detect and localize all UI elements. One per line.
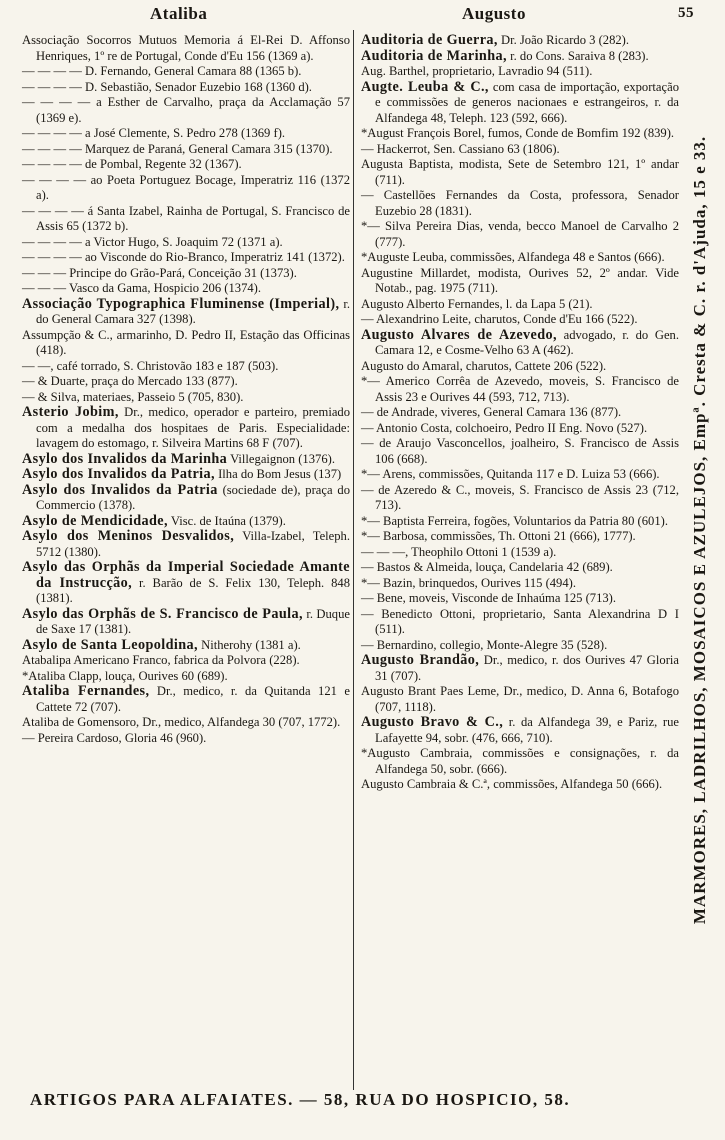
directory-entry xyxy=(22,64,350,80)
directory-entry xyxy=(22,483,350,514)
entry-text: Aug. Barthel, proprietario, Lavradio 94 (511). xyxy=(361,64,593,78)
directory-entry xyxy=(361,374,679,405)
entry-text: *Ataliba Clapp, louça, Ourives 60 (689). xyxy=(22,668,228,683)
entry-text: r. da Alfandega 39, e Pariz, rue Lafayette 94, sobr. (476, 666, 710). xyxy=(375,715,679,745)
entry-text: r. Barão de S. Felix 130, Teleph. 848 (1381). xyxy=(36,575,350,605)
entry-name: Asylo dos Invalidos da Patria xyxy=(22,481,218,498)
directory-entry xyxy=(361,545,679,561)
entry-text: Augusto do Amaral, charutos, Cattete 206 (522). xyxy=(361,358,607,373)
directory-entry xyxy=(22,514,350,530)
page-header xyxy=(0,2,725,28)
entry-text: Augustine Millardet, modista, Ourives 52, 2º andar. Vide Notab., pag. 1975 (711). xyxy=(361,265,679,295)
entry-text: — Bastos & Almeida, louça, Candelaria 42 (689). xyxy=(361,560,613,574)
entry-name: Asylo dos Invalidos da Patria, xyxy=(22,466,215,482)
directory-entry xyxy=(361,297,679,313)
entry-text: Assumpção & C., armarinho, D. Pedro II, Estação das Officinas (418). xyxy=(22,327,350,357)
entry-text: — Benedicto Ottoni, proprietario, Santa Alexandrina D I (511). xyxy=(361,606,679,636)
directory-entry xyxy=(361,777,679,793)
directory-entry xyxy=(361,33,679,49)
entry-text: *— Silva Pereira Dias, venda, becco Manoel de Carvalho 2 (777). xyxy=(361,219,679,249)
entry-name: Auditoria de Guerra, xyxy=(361,32,498,48)
entry-text: — & Silva, materiaes, Passeio 5 (705, 830). xyxy=(22,389,244,404)
entry-text: Augusta Baptista, modista, Sete de Setembro 121, 1º andar (711). xyxy=(361,157,679,187)
directory-entry xyxy=(22,266,350,282)
entry-text: — Bernardino, collegio, Monte-Alegre 35 (528). xyxy=(361,637,608,652)
entry-text: com casa de importação, exportação e commissões de generos nacionaes e estrangeiros, r. da Alfandega 48, Teleph. 123 (592, 666). xyxy=(375,79,679,125)
directory-entry xyxy=(22,235,350,251)
directory-entry xyxy=(22,669,350,685)
directory-entry xyxy=(361,715,679,746)
directory-entry xyxy=(361,514,679,530)
directory-entry xyxy=(361,483,679,514)
entry-text: — Hackerrot, Sen. Cassiano 63 (1806). xyxy=(361,141,560,156)
entry-text: — Antonio Costa, colchoeiro, Pedro II Eng. Novo (527). xyxy=(361,420,648,435)
entry-name: Ataliba Fernandes, xyxy=(22,683,150,699)
directory-entry xyxy=(361,436,679,467)
entry-text: — Castellões Fernandes da Costa, professora, Senador Euzebio 28 (1831). xyxy=(361,188,679,218)
entry-text: r. Duque de Saxe 17 (1381). xyxy=(36,606,350,636)
entry-text: — — — — ao Visconde do Rio-Branco, Imperatriz 141 (1372). xyxy=(22,250,345,264)
directory-entry xyxy=(361,405,679,421)
directory-entry xyxy=(361,328,679,359)
directory-entry xyxy=(361,746,679,777)
entry-text: *— Baptista Ferreira, fogões, Voluntarios da Patria 80 (601). xyxy=(361,513,668,528)
entry-name: Asterio Jobim, xyxy=(22,404,119,420)
entry-text: — Pereira Cardoso, Gloria 46 (960). xyxy=(22,730,207,745)
entry-text: — — — Vasco da Gama, Hospicio 206 (1374). xyxy=(22,281,262,295)
entry-text: — — — — á Santa Izabel, Rainha de Portugal, S. Francisco de Assis 65 (1372 b). xyxy=(22,203,350,233)
directory-entry xyxy=(361,80,679,127)
entry-text: — de Andrade, viveres, General Camara 136 (877). xyxy=(361,405,622,419)
directory-entry xyxy=(22,250,350,266)
entry-text: — — — — D. Fernando, General Camara 88 (1365 b). xyxy=(22,64,302,78)
entry-name: Asylo de Santa Leopoldina, xyxy=(22,636,198,653)
entry-text: r. do Cons. Saraiva 8 (283). xyxy=(506,48,649,63)
directory-entry xyxy=(22,297,350,328)
header-right-title: Augusto xyxy=(462,4,526,23)
directory-entry xyxy=(22,33,350,64)
directory-entry xyxy=(361,560,679,576)
entry-text: Villegaignon (1376). xyxy=(227,451,335,466)
directory-entry xyxy=(22,715,350,731)
entry-text: — — — Principe do Grão-Pará, Conceição 31 (1373). xyxy=(22,265,297,280)
entry-text: *August François Borel, fumos, Conde de Bomfim 192 (839). xyxy=(361,126,675,140)
directory-entry xyxy=(22,684,350,715)
entry-text: Augusto Brant Paes Leme, Dr., medico, D. Anna 6, Botafogo (707, 1118). xyxy=(361,684,679,714)
left-column xyxy=(22,33,350,746)
entry-text: Visc. de Itaúna (1379). xyxy=(167,513,286,528)
entry-text: (sociedade de), praça do Commercio (1378). xyxy=(36,482,350,512)
column-divider xyxy=(353,30,354,1090)
entry-text: r. do General Camara 327 (1398). xyxy=(36,296,350,326)
side-advertisement xyxy=(680,50,720,1010)
directory-entry xyxy=(361,266,679,297)
entry-text: Augusto Cambraia & C.ª, commissões, Alfandega 50 (666). xyxy=(361,777,663,791)
entry-text: — — —, Theophilo Ottoni 1 (1539 a). xyxy=(361,544,557,559)
entry-text: *Augusto Cambraia, commissões e consignações, r. da Alfandega 50, sobr. (666). xyxy=(361,746,679,776)
directory-entry xyxy=(361,529,679,545)
entry-text: Dr., medico, operador e parteiro, premiado com a medalha dos hospitaes de Paris. Especialidade: lavagem do estomago, r. Silveira Martins 68 F (707). xyxy=(36,405,350,450)
directory-entry xyxy=(22,142,350,158)
directory-entry xyxy=(22,405,350,452)
entry-text: Associação Socorros Mutuos Memoria á El-Rei D. Affonso Henriques, 1º re de Portugal, Conde d'Eu 156 (1369 a). xyxy=(22,33,350,63)
entry-name: Asylo dos Invalidos da Marinha xyxy=(22,450,228,467)
directory-entry xyxy=(22,653,350,669)
side-ad-text: MARMORES, LADRILHOS, MOSAICOS E AZULEJOS, Empª. Cresta & C. r. d'Ajuda, 15 e 33. xyxy=(690,135,709,925)
entry-text: advogado, r. do Gen. Camara 12, e Cosme-Velho 63 A (462). xyxy=(375,327,679,357)
directory-entry xyxy=(361,653,679,684)
directory-entry xyxy=(361,188,679,219)
entry-text: *— Americo Corrêa de Azevedo, moveis, S. Francisco de Assis 23 e Ourives 44 (593, 712, 713). xyxy=(361,374,679,404)
entry-name: Asylo das Orphãs da Imperial Sociedade Amante da Instrucção, xyxy=(22,559,350,591)
directory-entry xyxy=(22,173,350,204)
entry-text: Dr. João Ricardo 3 (282). xyxy=(497,33,630,47)
entry-text: Ilha do Bom Jesus (137) xyxy=(214,467,342,481)
entry-text: *Auguste Leuba, commissões, Alfandega 48 e Santos (666). xyxy=(361,250,665,264)
directory-entry xyxy=(361,684,679,715)
directory-entry xyxy=(361,312,679,328)
directory-entry xyxy=(22,607,350,638)
entry-name: Asylo das Orphãs de S. Francisco de Paula, xyxy=(22,605,303,622)
entry-name: Augusto Brandão, xyxy=(361,652,480,668)
entry-name: Augusto Alvares de Azevedo, xyxy=(361,326,557,343)
directory-entry xyxy=(22,126,350,142)
entry-text: — — — — a Victor Hugo, S. Joaquim 72 (1371 a). xyxy=(22,234,283,249)
directory-entry xyxy=(22,204,350,235)
footer-advertisement: ARTIGOS PARA ALFAIATES. — 58, RUA DO HOSPICIO, 58. xyxy=(30,1090,571,1109)
directory-entry xyxy=(361,64,679,80)
entry-text: — de Azeredo & C., moveis, S. Francisco de Assis 23 (712, 713). xyxy=(361,482,679,512)
directory-entry xyxy=(22,467,350,483)
page-number: 55 xyxy=(678,5,694,21)
directory-entry xyxy=(22,281,350,297)
entry-text: — & Duarte, praça do Mercado 133 (877). xyxy=(22,374,238,388)
entry-name: Asylo de Mendicidade, xyxy=(22,512,168,529)
directory-entry xyxy=(361,607,679,638)
entry-text: — — — — a Esther de Carvalho, praça da Acclamação 57 (1369 e). xyxy=(22,95,350,125)
directory-entry xyxy=(22,390,350,406)
directory-entry xyxy=(22,731,350,747)
entry-text: Dr., medico, r. da Quitanda 121 e Cattete 72 (707). xyxy=(36,684,350,714)
directory-entry xyxy=(22,638,350,654)
directory-entry xyxy=(361,126,679,142)
directory-entry xyxy=(22,80,350,96)
entry-text: — — — — ao Poeta Portuguez Bocage, Imperatriz 116 (1372 a). xyxy=(22,172,350,202)
directory-entry xyxy=(361,49,679,65)
directory-entry xyxy=(22,529,350,560)
directory-entry xyxy=(22,328,350,359)
directory-entry xyxy=(361,142,679,158)
entry-text: — Alexandrino Leite, charutos, Conde d'Eu 166 (522). xyxy=(361,312,638,326)
directory-entry xyxy=(361,576,679,592)
entry-text: — — — — a José Clemente, S. Pedro 278 (1369 f). xyxy=(22,126,286,140)
directory-entry xyxy=(361,421,679,437)
entry-name: Augusto Bravo & C., xyxy=(361,714,504,730)
entry-text: — —, café torrado, S. Christovão 183 e 187 (503). xyxy=(22,358,279,373)
entry-name: Augte. Leuba & C., xyxy=(361,78,489,95)
entry-text: *— Barbosa, commissões, Th. Ottoni 21 (666), 1777). xyxy=(361,529,636,543)
entry-text: — de Araujo Vasconcellos, joalheiro, S. Francisco de Assis 106 (668). xyxy=(361,436,679,466)
directory-entry xyxy=(361,219,679,250)
entry-text: *— Bazin, brinquedos, Ourives 115 (494). xyxy=(361,575,576,590)
entry-text: Ataliba de Gomensoro, Dr., medico, Alfandega 30 (707, 1772). xyxy=(22,715,341,729)
directory-entry xyxy=(361,638,679,654)
directory-entry xyxy=(22,359,350,375)
entry-text: *— Arens, commissões, Quitanda 117 e D. Luiza 53 (666). xyxy=(361,467,660,481)
entry-text: Nitherohy (1381 a). xyxy=(197,637,301,652)
directory-entry xyxy=(361,591,679,607)
directory-entry xyxy=(361,157,679,188)
entry-text: — — — — Marquez de Paraná, General Camara 315 (1370). xyxy=(22,141,333,156)
entry-name: Auditoria de Marinha, xyxy=(361,47,507,64)
entry-text: — — — — de Pombal, Regente 32 (1367). xyxy=(22,157,242,171)
entry-text: — — — — D. Sebastião, Senador Euzebio 168 (1360 d). xyxy=(22,79,312,94)
directory-entry xyxy=(361,250,679,266)
header-left-title: Ataliba xyxy=(150,4,208,23)
directory-entry xyxy=(22,95,350,126)
entry-text: Villa-Izabel, Teleph. 5712 (1380). xyxy=(36,529,351,559)
directory-entry xyxy=(361,467,679,483)
entry-name: Associação Typographica Fluminense (Imperial), xyxy=(22,295,340,312)
entry-text: — Bene, moveis, Visconde de Inhaúma 125 (713). xyxy=(361,591,617,605)
entry-name: Asylo dos Meninos Desvalidos, xyxy=(22,528,235,544)
entry-text: Augusto Alberto Fernandes, l. da Lapa 5 (21). xyxy=(361,296,593,311)
directory-entry xyxy=(361,359,679,375)
right-column xyxy=(361,33,679,793)
directory-entry xyxy=(22,560,350,607)
entry-text: Dr., medico, r. dos Ourives 47 Gloria 31 (707). xyxy=(375,653,679,683)
directory-entry xyxy=(22,374,350,390)
directory-entry xyxy=(22,157,350,173)
entry-text: Atabalipa Americano Franco, fabrica da Polvora (228). xyxy=(22,653,300,667)
directory-entry xyxy=(22,452,350,468)
